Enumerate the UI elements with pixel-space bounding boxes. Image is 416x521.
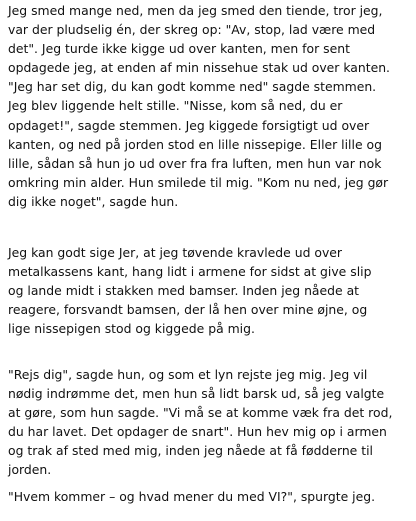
paragraph-3 — [8, 365, 408, 480]
text-line: og lande midt i stakken med bamser. Inden jeg nåede at — [8, 283, 360, 299]
text-line: opdaget!", sagde stemmen. Jeg kiggede forsigtigt ud over — [8, 117, 370, 133]
paragraph-2 — [8, 243, 408, 338]
text-line: du har lavet. Det opdager de snart". Hun hev mig op i armen — [8, 424, 387, 440]
text-line: lille, sådan så hun jo ud over fra fra luften, men hun var nok — [8, 155, 382, 171]
text-line: dig ikke noget", sagde hun. — [8, 193, 179, 209]
text-line: Jeg kan godt sige Jer, at jeg tøvende kravlede ud over — [8, 245, 343, 260]
text-line: Jeg blev liggende helt stille. "Nisse, kom så ned, du er — [8, 98, 343, 114]
text-line: "Rejs dig", sagde hun, og som et lyn rejste jeg mig. Jeg vil — [8, 367, 368, 382]
text-line: at gøre, som hun sagde. "Vi må se at komme væk fra det rod, — [8, 405, 393, 421]
text-line: reagere, forsvandt bamsen, der lå hen over mine øjne, og — [8, 302, 368, 318]
text-line: opdagede jeg, at enden af min nissehue stak ud over kanten. — [8, 60, 390, 76]
paragraph-1 — [8, 1, 408, 211]
text-line: metalkassens kant, hang lidt i armene for sidst at give slip — [8, 264, 372, 280]
text-line: var der pludselig én, der skreg op: "Av, stop, lad være med — [8, 22, 376, 38]
text-line: jorden. — [8, 462, 52, 478]
paragraph-4 — [8, 487, 408, 506]
text-line: "Hvem kommer – og hvad mener du med VI?", spurgte jeg. — [8, 489, 376, 504]
text-line: "Jeg har set dig, du kan godt komme ned" sagde stemmen. — [8, 79, 377, 95]
text-line: og trak af sted med mig, inden jeg nåede at få fødderne til — [8, 443, 373, 459]
text-line: lige nissepigen stod og kiggede på mig. — [8, 321, 255, 337]
text-line: Jeg smed mange ned, men da jeg smed den tiende, tror jeg, — [8, 3, 383, 18]
text-line: det". Jeg turde ikke kigge ud over kanten, men for sent — [8, 41, 350, 57]
text-line: omkring min alder. Hun smilede til mig. "Kom nu ned, jeg gør — [8, 174, 389, 190]
text-line: nødig indrømme det, men hun så lidt barsk ud, så jeg valgte — [8, 386, 385, 402]
text-line: kanten, og ned på jorden stod en lille nissepige. Eller lille og — [8, 136, 382, 152]
